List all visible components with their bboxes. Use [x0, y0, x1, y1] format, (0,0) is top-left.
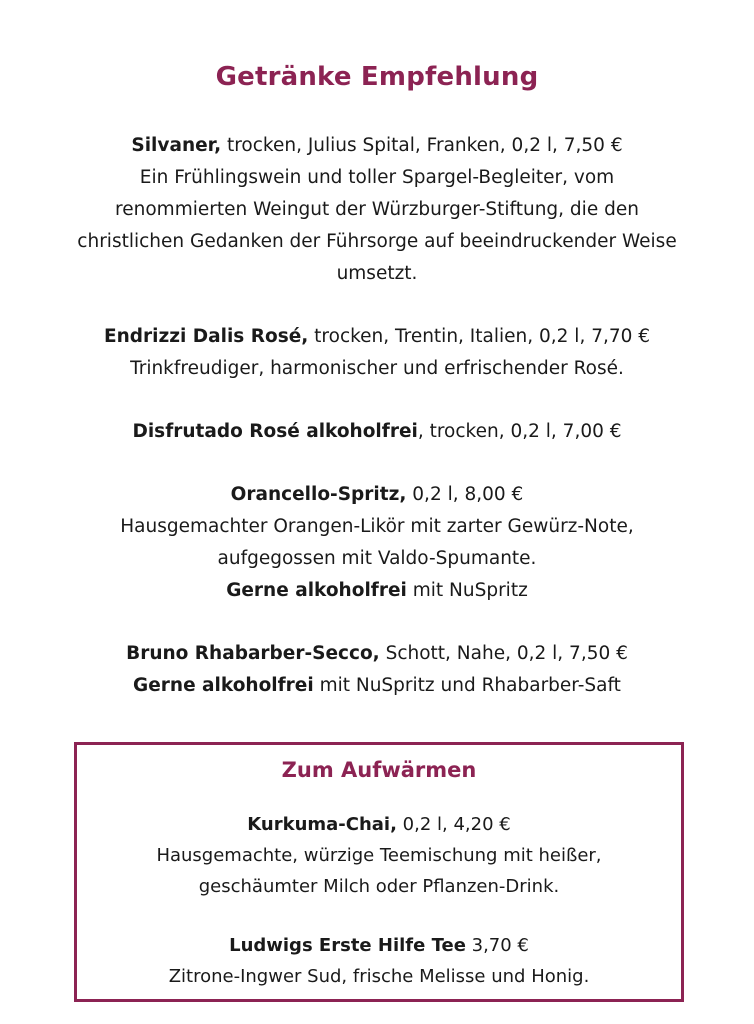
drink-item-ludwigs — [77, 930, 681, 992]
warm-drinks-list — [77, 809, 681, 992]
alternative-label: Gerne alkoholfrei — [133, 675, 314, 696]
drinks-list — [0, 130, 754, 733]
drink-description: geschäumter Milch oder Pflanzen-Drink. — [198, 876, 560, 897]
page-title: Getränke Empfehlung — [215, 62, 539, 92]
drink-alternative — [0, 670, 754, 702]
alternative-label: Gerne alkoholfrei — [226, 580, 407, 601]
drink-headline — [0, 479, 754, 511]
drink-name: Kurkuma-Chai, — [247, 814, 397, 835]
drink-name: Silvaner, — [131, 135, 222, 156]
drink-headline — [77, 930, 681, 961]
drink-headline — [0, 416, 754, 448]
alternative-text: mit NuSpritz — [406, 580, 528, 601]
drink-details: trocken, Trentin, Italien, 0,2 l, 7,70 € — [308, 326, 651, 347]
drink-name: Disfrutado Rosé alkoholfrei — [132, 421, 418, 442]
drink-headline — [0, 638, 754, 670]
warm-drinks-box — [74, 742, 684, 1002]
drink-details: trocken, Julius Spital, Franken, 0,2 l, 7,50 € — [221, 135, 623, 156]
drink-details: Schott, Nahe, 0,2 l, 7,50 € — [379, 643, 628, 664]
drink-name: Orancello-Spritz, — [230, 484, 407, 505]
drink-description: Hausgemachte, würzige Teemischung mit heißer, — [156, 845, 602, 866]
drink-name: Endrizzi Dalis Rosé, — [103, 326, 309, 347]
drink-item-silvaner — [0, 130, 754, 290]
drink-details: 3,70 € — [465, 935, 529, 956]
drink-item-orancello — [0, 479, 754, 607]
alternative-text: mit NuSpritz und Rhabarber-Saft — [313, 675, 621, 696]
drink-details: 0,2 l, 4,20 € — [396, 814, 511, 835]
drink-item-bruno — [0, 638, 754, 702]
drink-details: , trocken, 0,2 l, 7,00 € — [417, 421, 622, 442]
drink-item-disfrutado — [0, 416, 754, 448]
drink-description: Zitrone-Ingwer Sud, frische Melisse und Honig. — [168, 966, 590, 987]
drink-item-kurkuma — [77, 809, 681, 902]
drink-description: Ein Frühlingswein und toller Spargel-Begleiter, vom renommierten Weingut der Würzburger-Stiftung, die den christlichen Gedanken der Führsorge auf beeindruckender Weise umsetzt. — [77, 167, 677, 284]
drink-alternative — [0, 575, 754, 607]
drink-item-endrizzi — [0, 321, 754, 385]
drink-headline — [0, 321, 754, 353]
drink-name: Bruno Rhabarber-Secco, — [126, 643, 380, 664]
drink-headline — [0, 130, 754, 162]
drink-details: 0,2 l, 8,00 € — [406, 484, 524, 505]
drink-description: aufgegossen mit Valdo-Spumante. — [217, 548, 537, 569]
drink-name: Ludwigs Erste Hilfe Tee — [229, 935, 466, 956]
drink-headline — [77, 809, 681, 840]
drink-description: Trinkfreudiger, harmonischer und erfrischender Rosé. — [130, 358, 624, 379]
drink-description: Hausgemachter Orangen-Likör mit zarter Gewürz-Note, — [120, 516, 634, 537]
warm-drinks-title: Zum Aufwärmen — [281, 758, 477, 782]
